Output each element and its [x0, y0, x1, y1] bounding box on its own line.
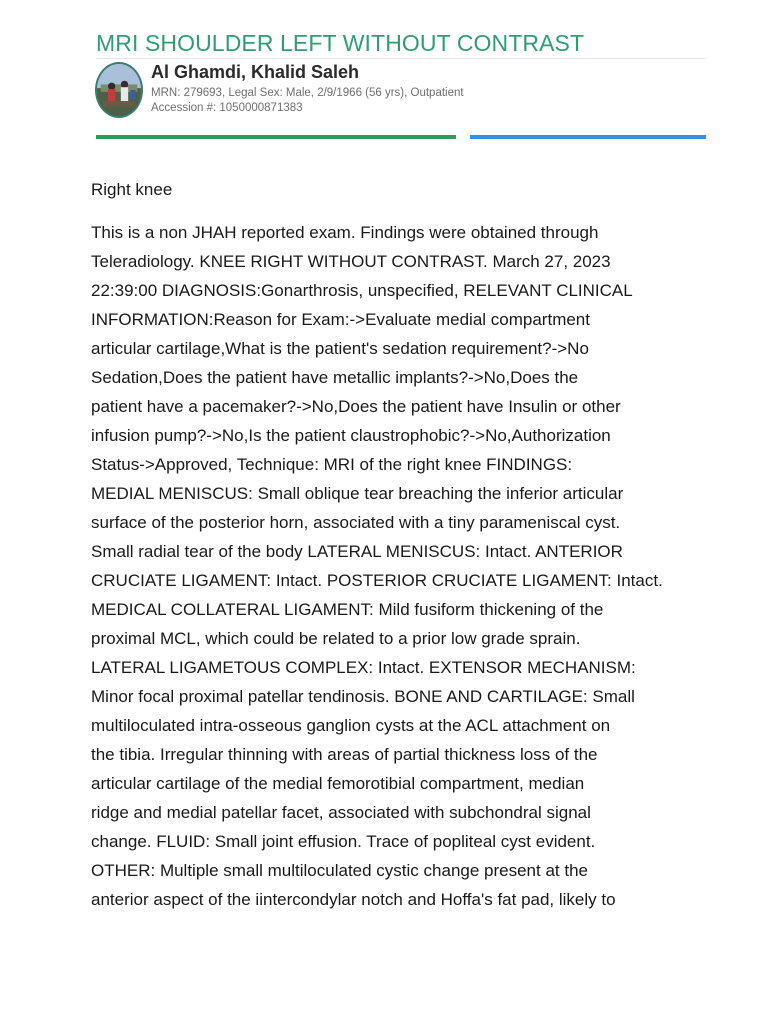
report-line: ridge and medial patellar facet, associated with subchondral signal: [91, 803, 591, 822]
report-line: articular cartilage,What is the patient's sedation requirement?->No: [91, 339, 589, 358]
report-line: OTHER: Multiple small multiloculated cystic change present at the: [91, 861, 588, 880]
report-line: Small radial tear of the body LATERAL MENISCUS: Intact. ANTERIOR: [91, 542, 623, 561]
patient-photo-icon: [95, 62, 143, 118]
patient-details: [151, 86, 464, 116]
report-line: Minor focal proximal patellar tendinosis. BONE AND CARTILAGE: Small: [91, 687, 635, 706]
report-line: the tibia. Irregular thinning with areas of partial thickness loss of the: [91, 745, 598, 764]
report-body: [91, 218, 691, 914]
report-line: Sedation,Does the patient have metallic implants?->No,Does the: [91, 368, 579, 387]
report-line: change. FLUID: Small joint effusion. Trace of popliteal cyst evident.: [91, 832, 596, 851]
report-title: MRI SHOULDER LEFT WITHOUT CONTRAST: [96, 30, 585, 56]
section-heading: Right knee: [91, 180, 173, 199]
report-line: articular cartilage of the medial femorotibial compartment, median: [91, 774, 585, 793]
report-line: multiloculated intra-osseous ganglion cysts at the ACL attachment on: [91, 716, 611, 735]
report-line: patient have a pacemaker?->No,Does the patient have Insulin or other: [91, 397, 621, 416]
report-line: MEDIAL MENISCUS: Small oblique tear breaching the inferior articular: [91, 484, 624, 503]
accession-number: Accession #: 1050000871383: [151, 102, 303, 114]
header-accent-bar-green: [96, 135, 456, 139]
report-line: anterior aspect of the iintercondylar notch and Hoffa's fat pad, likely to: [91, 890, 616, 909]
report-line: Status->Approved, Technique: MRI of the right knee FINDINGS:: [91, 455, 573, 474]
title-divider: [96, 58, 706, 59]
report-line: LATERAL LIGAMETOUS COMPLEX: Intact. EXTENSOR MECHANISM:: [91, 658, 636, 677]
report-line: CRUCIATE LIGAMENT: Intact. POSTERIOR CRUCIATE LIGAMENT: Intact.: [91, 571, 663, 590]
report-line: infusion pump?->No,Is the patient claustrophobic?->No,Authorization: [91, 426, 611, 445]
report-line: 22:39:00 DIAGNOSIS:Gonarthrosis, unspecified, RELEVANT CLINICAL: [91, 281, 633, 300]
report-line: This is a non JHAH reported exam. Findings were obtained through: [91, 223, 599, 242]
patient-name: Al Ghamdi, Khalid Saleh: [151, 62, 360, 82]
header-accent-bar-blue: [470, 135, 706, 139]
report-line: surface of the posterior horn, associated with a tiny parameniscal cyst.: [91, 513, 621, 532]
report-line: Teleradiology. KNEE RIGHT WITHOUT CONTRAST. March 27, 2023: [91, 252, 611, 271]
report-line: MEDICAL COLLATERAL LIGAMENT: Mild fusiform thickening of the: [91, 600, 604, 619]
report-line: proximal MCL, which could be related to a prior low grade sprain.: [91, 629, 581, 648]
patient-info: MRN: 279693, Legal Sex: Male, 2/9/1966 (56 yrs), Outpatient: [151, 87, 464, 99]
report-line: INFORMATION:Reason for Exam:->Evaluate medial compartment: [91, 310, 590, 329]
